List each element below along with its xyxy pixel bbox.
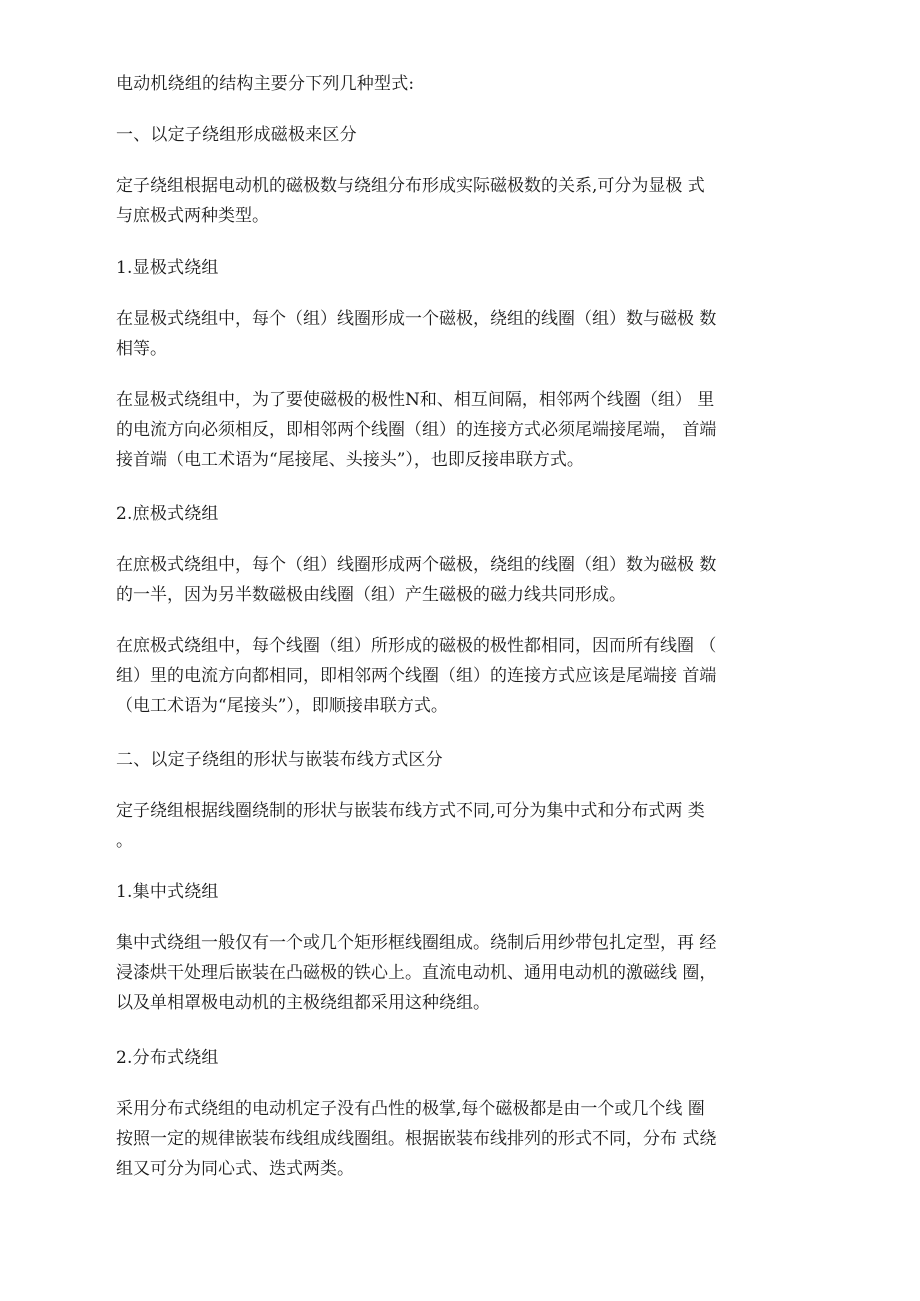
concentrated-paragraph: 集中式绕组一般仅有一个或几个矩形框线圈组成。绕制后用纱带包扎定型，再 经 浸漆烘干处理后嵌装在凸磁极的铁心上。直流电动机、通用电动机的激磁线 圈， 以及单相罩极电动机的主极绕组都采用这种绕组。 — [116, 933, 717, 1013]
section1-paragraph: 定子绕组根据电动机的磁极数与绕组分布形成实际磁极数的关系,可分为显极 式 与庶极式两种类型。 — [116, 176, 705, 226]
section1-title: 一、以定子绕组形成磁极来区分 — [116, 125, 357, 145]
intro-line — [116, 69, 806, 99]
intro-text: 电动机绕组的结构主要分下列几种型式: — [116, 74, 415, 94]
consequent-pole-paragraph-2: 在庶极式绕组中，每个线圈（组）所形成的磁极的极性都相同，因而所有线圈 （ 组）里的电流方向都相同，即相邻两个线圈（组）的连接方式应该是尾端接 首端 （电工术语为“尾接头”），即顺接串联方式。 — [116, 636, 717, 716]
salient-pole-paragraph-1: 在显极式绕组中，每个（组）线圈形成一个磁极，绕组的线圈（组）数与磁极 数 相等。 — [116, 309, 717, 359]
subsection-salient-pole-title: 1.显极式绕组 — [116, 258, 219, 278]
subsection-distributed-title: 2.分布式绕组 — [116, 1048, 219, 1068]
salient-pole-paragraph-2: 在显极式绕组中，为了要使磁极的极性N和、相互间隔，相邻两个线圈（组） 里 的电流方向必须相反，即相邻两个线圈（组）的连接方式必须尾端接尾端， 首端 接首端（电工术语为“尾接尾、头接头”），也即反接串联方式。 — [116, 390, 717, 470]
section2-title: 二、以定子绕组的形状与嵌装布线方式区分 — [116, 750, 443, 770]
distributed-paragraph: 采用分布式绕组的电动机定子没有凸性的极掌,每个磁极都是由一个或几个线 圈 按照一定的规律嵌装布线组成线圈组。根据嵌装布线排列的形式不同，分布 式绕 组又可分为同心式、迭式两类。 — [116, 1099, 717, 1179]
subsection-concentrated-title: 1.集中式绕组 — [116, 882, 219, 902]
subsection-consequent-pole-title: 2.庶极式绕组 — [116, 504, 219, 524]
consequent-pole-paragraph-1: 在庶极式绕组中，每个（组）线圈形成两个磁极，绕组的线圈（组）数为磁极 数 的一半，因为另半数磁极由线圈（组）产生磁极的磁力线共同形成。 — [116, 555, 717, 605]
section2-paragraph: 定子绕组根据线圈绕制的形状与嵌装布线方式不同,可分为集中式和分布式两 类 。 — [116, 801, 705, 851]
